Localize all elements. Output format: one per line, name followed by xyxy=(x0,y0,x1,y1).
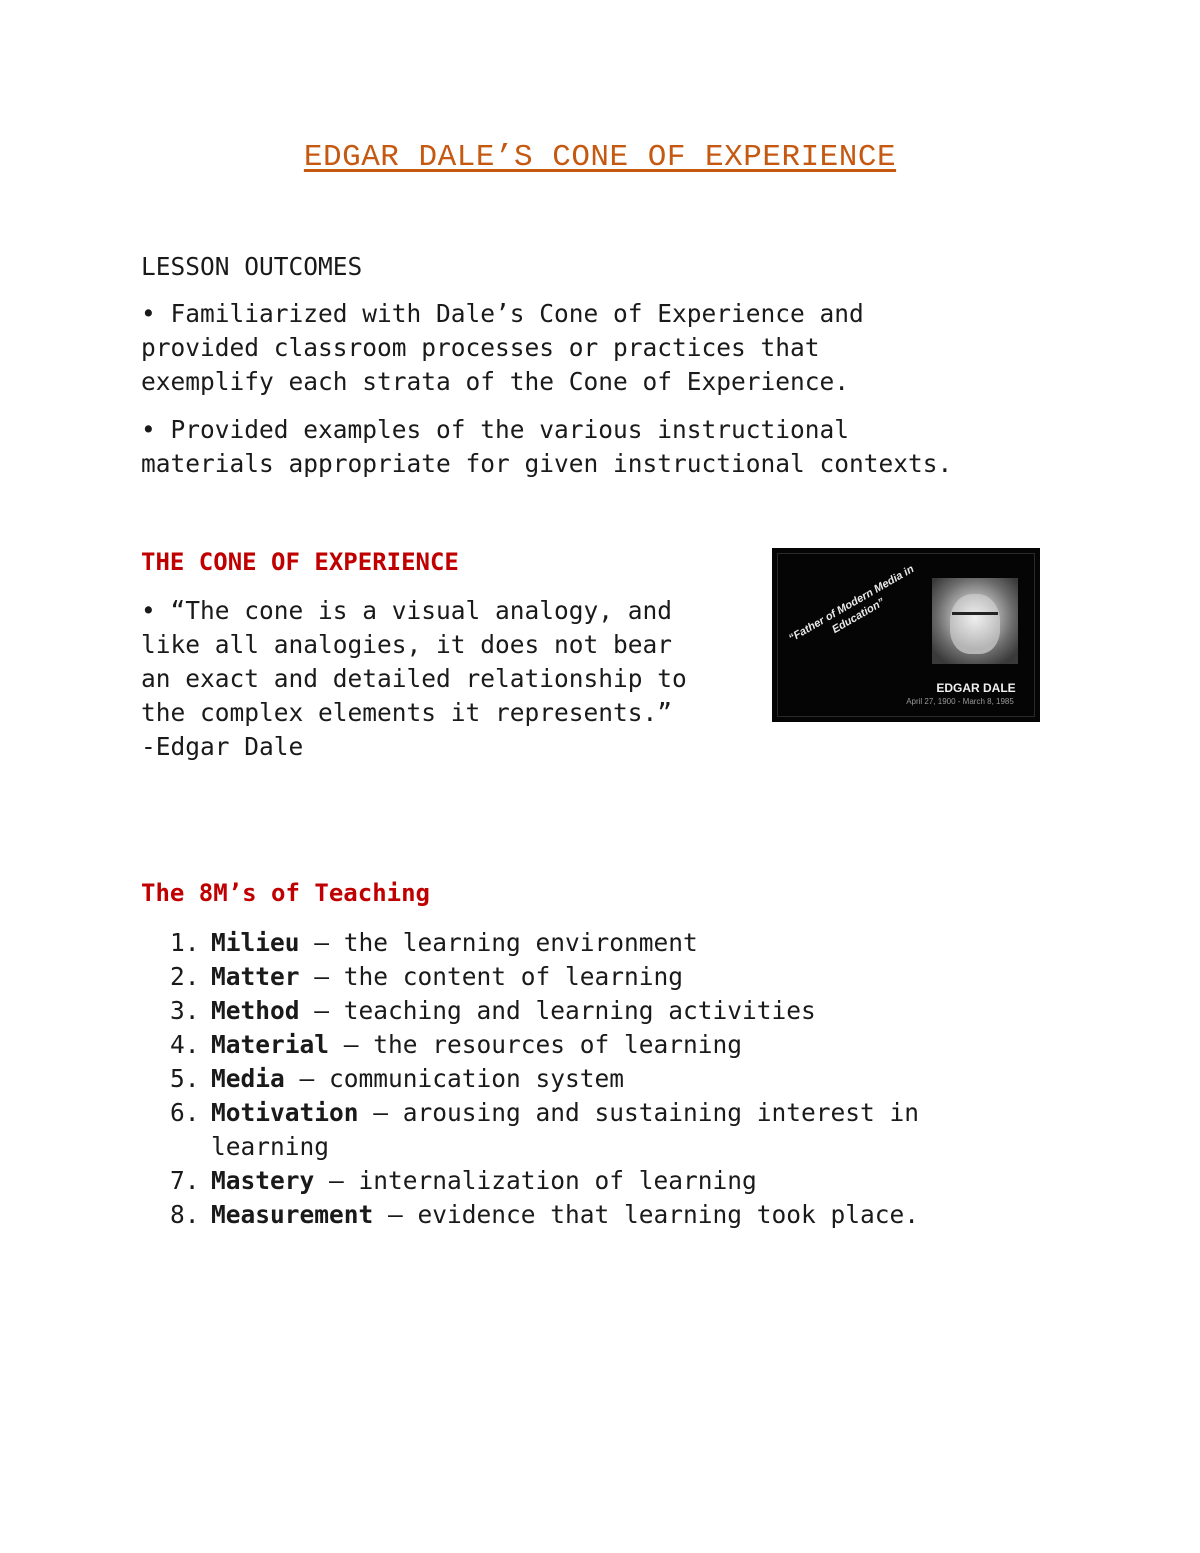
list-item xyxy=(170,1164,919,1198)
list-item xyxy=(170,994,919,1028)
list-desc: – evidence that learning took place. xyxy=(373,1200,920,1229)
list-term: Motivation xyxy=(211,1098,359,1127)
dale-quote: • “The cone is a visual analogy, and like all analogies, it does not bear an exact and detailed relationship to the complex elements it represents.” -Edgar Dale xyxy=(141,596,687,761)
list-desc: – arousing and sustaining interest in xyxy=(358,1098,920,1127)
outcome-bullet-2: • Provided examples of the various instructional materials appropriate for given instructional contexts. xyxy=(141,415,953,478)
photo-dates: April 27, 1900 - March 8, 1985 xyxy=(906,697,1014,706)
list-desc-continued: learning xyxy=(211,1132,330,1161)
list-desc: – the content of learning xyxy=(299,962,684,991)
list-number: 8. xyxy=(170,1200,200,1229)
list-desc: – communication system xyxy=(284,1064,625,1093)
list-number: 4. xyxy=(170,1030,200,1059)
list-item xyxy=(170,926,919,960)
list-term: Measurement xyxy=(211,1200,374,1229)
list-number: 5. xyxy=(170,1064,200,1093)
list-desc: – the learning environment xyxy=(299,928,698,957)
lesson-outcomes-heading: LESSON OUTCOMES xyxy=(141,252,363,281)
cone-section-heading: THE CONE OF EXPERIENCE xyxy=(141,548,459,576)
list-term: Method xyxy=(211,996,300,1025)
list-item xyxy=(170,1028,919,1062)
list-term: Mastery xyxy=(211,1166,315,1195)
photo-slogan: “Father of Modern Media in Education” xyxy=(786,563,917,645)
list-item xyxy=(170,1062,919,1096)
list-desc: – the resources of learning xyxy=(329,1030,743,1059)
edgar-dale-photo xyxy=(772,548,1040,722)
glasses-shape xyxy=(952,612,998,625)
list-term: Media xyxy=(211,1064,285,1093)
document-title: EDGAR DALE’S CONE OF EXPERIENCE xyxy=(303,140,897,175)
list-number-spacer xyxy=(170,1130,211,1164)
list-term: Milieu xyxy=(211,928,300,957)
list-item-continuation xyxy=(170,1130,919,1164)
list-item xyxy=(170,960,919,994)
list-item xyxy=(170,1198,919,1232)
list-desc: – teaching and learning activities xyxy=(299,996,816,1025)
list-item xyxy=(170,1096,919,1130)
list-number: 3. xyxy=(170,996,200,1025)
list-number: 7. xyxy=(170,1166,200,1195)
teaching-heading: The 8M’s of Teaching xyxy=(141,879,430,907)
list-desc: – internalization of learning xyxy=(314,1166,757,1195)
outcome-bullet-1: • Familiarized with Dale’s Cone of Experience and provided classroom processes or practices that exemplify each strata of the Cone of Experience. xyxy=(141,299,864,396)
list-number: 6. xyxy=(170,1098,200,1127)
list-number: 1. xyxy=(170,928,200,957)
photo-name: EDGAR DALE xyxy=(936,681,1016,695)
list-term: Material xyxy=(211,1030,330,1059)
list-number: 2. xyxy=(170,962,200,991)
list-term: Matter xyxy=(211,962,300,991)
eight-ms-list xyxy=(170,926,919,1232)
portrait-photo-icon xyxy=(932,578,1018,664)
